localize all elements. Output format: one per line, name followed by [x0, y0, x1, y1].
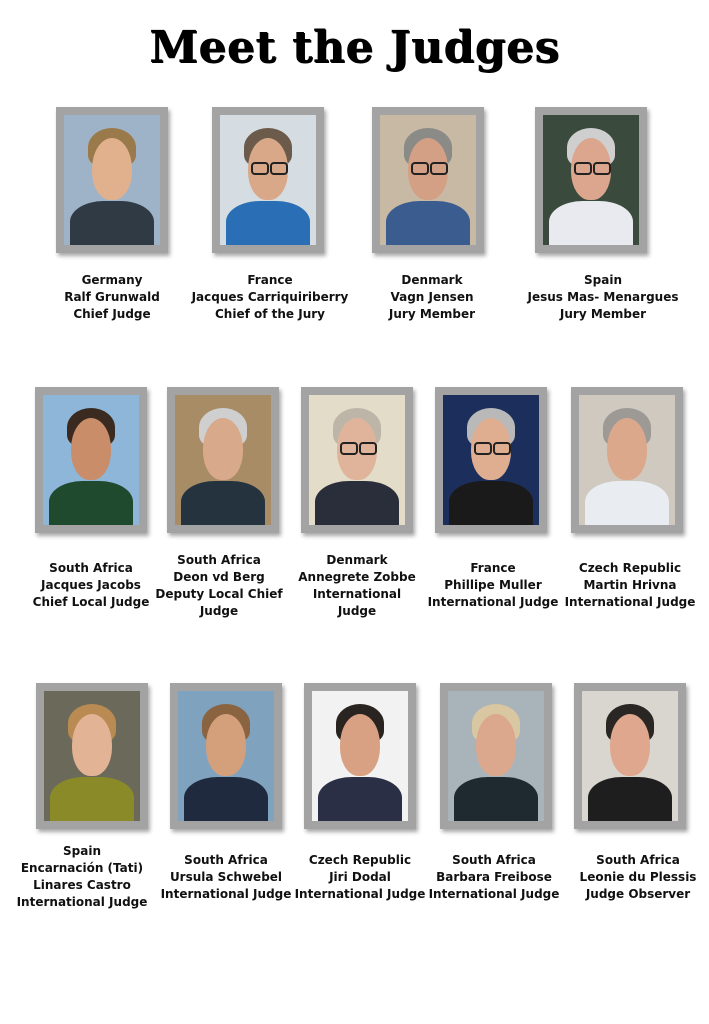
- portrait-glasses: [359, 442, 377, 455]
- portrait-shoulders: [50, 777, 134, 821]
- judge-role: Linares Castro: [33, 878, 131, 892]
- portrait-face: [92, 138, 132, 200]
- judge-country: Denmark: [401, 273, 463, 287]
- judge-country: South Africa: [177, 553, 261, 567]
- judge-photo: [178, 691, 274, 821]
- judge-photo: [543, 115, 639, 245]
- judge-role: International Judge: [427, 595, 559, 609]
- portrait-glasses: [411, 162, 429, 175]
- judge-caption: [518, 272, 688, 323]
- judge-name: Jiri Dodal: [329, 870, 391, 884]
- judge-role: International Judge: [160, 887, 292, 901]
- judge-name: Martin Hrivna: [583, 578, 677, 592]
- judge-caption: [27, 272, 197, 323]
- judge-role: Jury Member: [559, 307, 647, 321]
- judge-name: Vagn Jensen: [390, 290, 474, 304]
- judge-caption: [545, 560, 709, 611]
- portrait-shoulders: [588, 777, 672, 821]
- portrait-glasses: [430, 162, 448, 175]
- portrait-glasses: [340, 442, 358, 455]
- judge-role: Chief Judge: [73, 307, 151, 321]
- portrait-shoulders: [70, 201, 154, 245]
- judge-caption: [347, 272, 517, 323]
- judge-country: France: [247, 273, 293, 287]
- judge-photo: [44, 691, 140, 821]
- portrait-glasses: [593, 162, 611, 175]
- portrait-glasses: [251, 162, 269, 175]
- portrait-face: [610, 714, 650, 776]
- judge-country: Spain: [63, 844, 101, 858]
- portrait-glasses: [574, 162, 592, 175]
- judge-country: France: [470, 561, 516, 575]
- judge-country: Czech Republic: [308, 853, 412, 867]
- portrait-face: [340, 714, 380, 776]
- judge-role: Chief of the Jury: [215, 307, 325, 321]
- portrait-face: [607, 418, 647, 480]
- judge-photo-frame: [36, 683, 148, 829]
- portrait-glasses: [493, 442, 511, 455]
- judge-country: South Africa: [49, 561, 133, 575]
- judge-name: Ursula Schwebel: [169, 870, 283, 884]
- portrait-shoulders: [318, 777, 402, 821]
- judge-photo: [43, 395, 139, 525]
- portrait-glasses: [270, 162, 288, 175]
- judge-name: Barbara Freibose: [436, 870, 552, 884]
- judge-role: Deputy Local Chief: [155, 587, 283, 601]
- judge-photo-frame: [56, 107, 168, 253]
- judge-photo: [448, 691, 544, 821]
- judge-caption: [185, 272, 355, 323]
- judge-name: Deon vd Berg: [173, 570, 265, 584]
- judge-name: Annegrete Zobbe: [298, 570, 416, 584]
- judge-role: International Judge: [294, 887, 426, 901]
- judge-role-line2: Judge: [337, 604, 377, 618]
- judge-role-line2: Judge: [199, 604, 239, 618]
- portrait-shoulders: [49, 481, 133, 525]
- portrait-shoulders: [386, 201, 470, 245]
- portrait-shoulders: [181, 481, 265, 525]
- judge-role: International Judge: [428, 887, 560, 901]
- portrait-glasses: [474, 442, 492, 455]
- judge-photo-frame: [35, 387, 147, 533]
- judge-name: Ralf Grunwald: [64, 290, 160, 304]
- judge-country: South Africa: [452, 853, 536, 867]
- judge-photo-frame: [440, 683, 552, 829]
- portrait-shoulders: [585, 481, 669, 525]
- portrait-face: [203, 418, 243, 480]
- judge-photo-frame: [304, 683, 416, 829]
- portrait-face: [71, 418, 111, 480]
- judge-photo: [220, 115, 316, 245]
- judge-photo: [312, 691, 408, 821]
- judge-photo-frame: [535, 107, 647, 253]
- portrait-shoulders: [315, 481, 399, 525]
- portrait-shoulders: [226, 201, 310, 245]
- judge-photo: [443, 395, 539, 525]
- judge-country: South Africa: [596, 853, 680, 867]
- judge-country: Czech Republic: [578, 561, 682, 575]
- portrait-face: [72, 714, 112, 776]
- judge-name: Leonie du Plessis: [579, 870, 697, 884]
- portrait-shoulders: [454, 777, 538, 821]
- judge-role: International Judge: [564, 595, 696, 609]
- portrait-shoulders: [449, 481, 533, 525]
- portrait-face: [206, 714, 246, 776]
- judge-caption: [553, 852, 709, 903]
- judge-photo: [579, 395, 675, 525]
- judge-photo-frame: [372, 107, 484, 253]
- judge-photo-frame: [435, 387, 547, 533]
- judge-country: Spain: [584, 273, 622, 287]
- judge-role: Judge Observer: [585, 887, 691, 901]
- judge-name: Jesus Mas- Menargues: [527, 290, 679, 304]
- judge-photo-frame: [301, 387, 413, 533]
- judge-country: South Africa: [184, 853, 268, 867]
- portrait-shoulders: [184, 777, 268, 821]
- judge-role-line2: International Judge: [16, 895, 148, 909]
- portrait-face: [476, 714, 516, 776]
- judge-photo: [582, 691, 678, 821]
- judge-role: International: [312, 587, 402, 601]
- judge-photo-frame: [574, 683, 686, 829]
- judge-country: Denmark: [326, 553, 388, 567]
- judge-photo-frame: [170, 683, 282, 829]
- judge-photo-frame: [571, 387, 683, 533]
- judge-photo: [175, 395, 271, 525]
- judge-country: Germany: [81, 273, 143, 287]
- judge-name: Jacques Jacobs: [41, 578, 141, 592]
- portrait-shoulders: [549, 201, 633, 245]
- judge-name: Phillipe Muller: [444, 578, 542, 592]
- judge-role: Jury Member: [388, 307, 476, 321]
- judge-name: Jacques Carriquiriberry: [191, 290, 349, 304]
- judge-photo-frame: [167, 387, 279, 533]
- judge-photo: [64, 115, 160, 245]
- judge-name: Encarnación (Tati): [20, 861, 144, 875]
- judge-photo-frame: [212, 107, 324, 253]
- page-title: Meet the Judges: [149, 22, 560, 73]
- judge-role: Chief Local Judge: [32, 595, 150, 609]
- judge-photo: [380, 115, 476, 245]
- judge-photo: [309, 395, 405, 525]
